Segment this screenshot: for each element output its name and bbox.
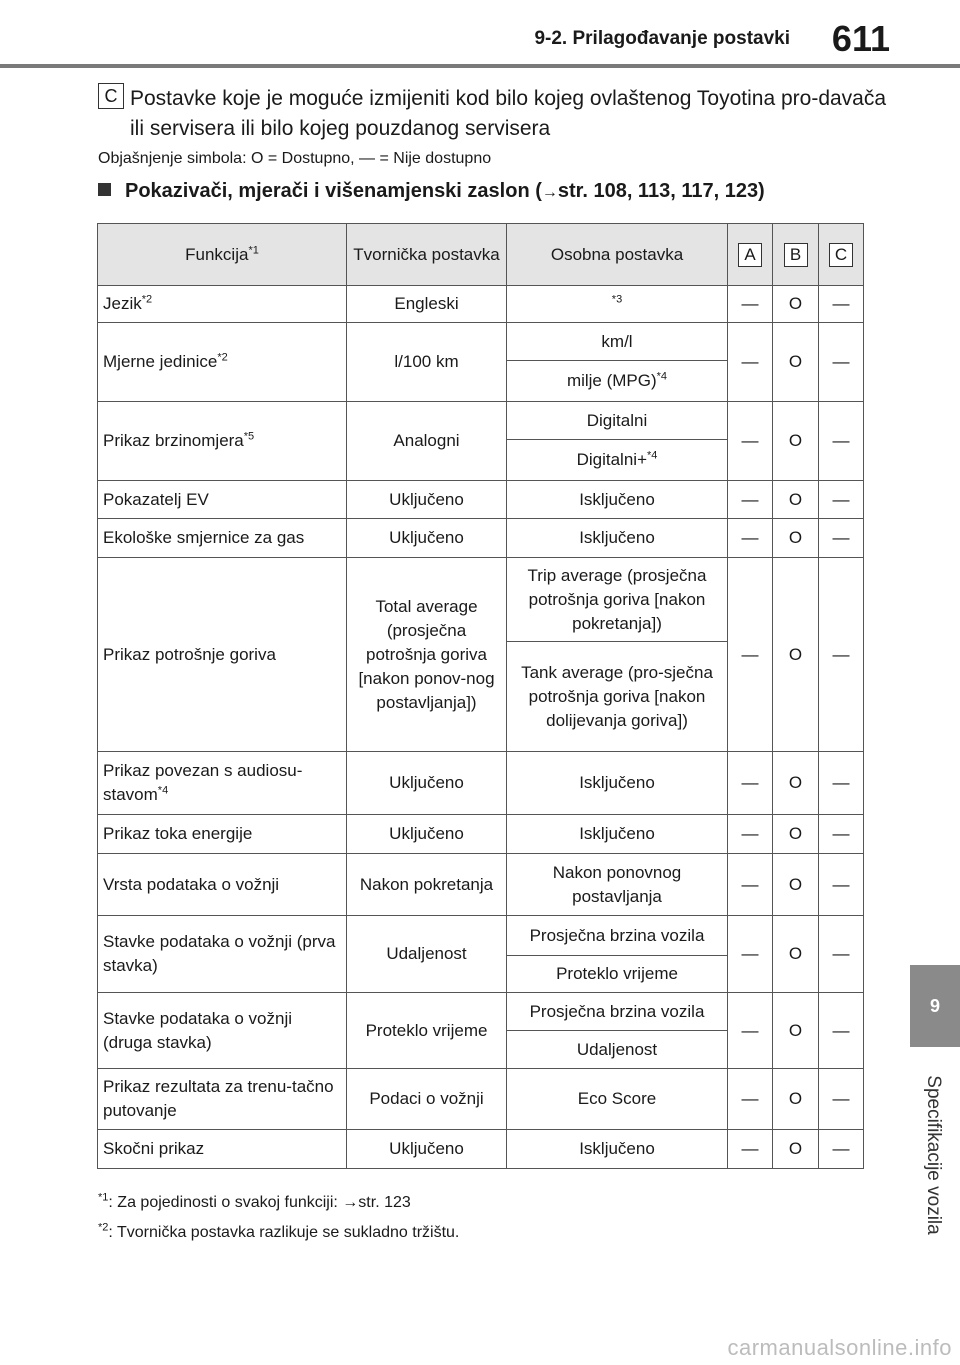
table-row bbox=[98, 752, 864, 815]
cell-function: Vrsta podataka o vožnji bbox=[98, 854, 347, 916]
table-row bbox=[98, 1130, 864, 1169]
symbols-legend: Objašnjenje simbola: O = Dostupno, — = Nije dostupno bbox=[98, 150, 492, 167]
cell-default: Total average (prosječna potrošnja goriva [nakon ponov-nog postavljanja]) bbox=[347, 558, 507, 752]
cell-a: — bbox=[728, 993, 773, 1069]
cell-a: — bbox=[728, 815, 773, 854]
cell-c: — bbox=[819, 519, 864, 558]
col-header-function: Funkcija$^{*1}$ bbox=[98, 224, 347, 286]
table-row bbox=[98, 558, 864, 642]
table-header bbox=[98, 224, 864, 286]
cell-default: Uključeno bbox=[347, 815, 507, 854]
cell-b: O bbox=[773, 1130, 819, 1169]
cell-personal: Isključeno bbox=[507, 1130, 728, 1169]
cell-default: Uključeno bbox=[347, 519, 507, 558]
cell-function: Prikaz toka energije bbox=[98, 815, 347, 854]
cell-function: Skočni prikaz bbox=[98, 1130, 347, 1169]
cell-b: O bbox=[773, 323, 819, 402]
cell-a: — bbox=[728, 323, 773, 402]
footnote-1: $^{*1}$: Za pojedinosti o svakoj funkciji: →str. 123 bbox=[98, 1191, 411, 1211]
cell-c: — bbox=[819, 323, 864, 402]
table-body bbox=[98, 286, 864, 1169]
cell-personal: Tank average (pro-sječna potrošnja goriva [nakon dolijevanja goriva]) bbox=[507, 642, 728, 752]
table-row bbox=[98, 815, 864, 854]
cell-personal: Isključeno bbox=[507, 815, 728, 854]
table-row bbox=[98, 402, 864, 440]
cell-function: Prikaz rezultata za trenu-tačno putovanje bbox=[98, 1069, 347, 1130]
cell-personal: Isključeno bbox=[507, 519, 728, 558]
cell-personal: km/l bbox=[507, 323, 728, 361]
intro-text: Postavke koje je moguće izmijeniti kod bilo kojeg ovlaštenog Toyotina pro-davača ili servisera ili bilo kojeg pouzdanog servisera bbox=[130, 87, 887, 140]
cell-personal: Prosječna brzina vozila bbox=[507, 916, 728, 956]
cell-b: O bbox=[773, 916, 819, 993]
cell-a: — bbox=[728, 1130, 773, 1169]
arrow-icon: → bbox=[342, 1194, 359, 1211]
boxed-letter-c-col: C bbox=[829, 243, 853, 267]
table-row bbox=[98, 286, 864, 323]
cell-c: — bbox=[819, 854, 864, 916]
chapter-label-text: Specifikacije vozila bbox=[922, 1075, 944, 1235]
cell-function: Prikaz potrošnje goriva bbox=[98, 558, 347, 752]
cell-function: Stavke podataka o vožnji (druga stavka) bbox=[98, 993, 347, 1069]
cell-c: — bbox=[819, 286, 864, 323]
cell-b: O bbox=[773, 558, 819, 752]
bullet-square-icon bbox=[98, 183, 111, 196]
cell-function: Pokazatelj EV bbox=[98, 481, 347, 519]
cell-c: — bbox=[819, 916, 864, 993]
cell-default: Uključeno bbox=[347, 752, 507, 815]
table-row bbox=[98, 854, 864, 916]
cell-b: O bbox=[773, 286, 819, 323]
boxed-letter-a: A bbox=[738, 243, 762, 267]
cell-personal: Digitalni bbox=[507, 402, 728, 440]
cell-a: — bbox=[728, 558, 773, 752]
page-number: 611 bbox=[831, 18, 890, 59]
cell-personal: Eco Score bbox=[507, 1069, 728, 1130]
cell-default: l/100 km bbox=[347, 323, 507, 402]
cell-c: — bbox=[819, 481, 864, 519]
cell-personal: Udaljenost bbox=[507, 1031, 728, 1069]
cell-personal: Proteklo vrijeme bbox=[507, 956, 728, 993]
cell-c: — bbox=[819, 1130, 864, 1169]
cell-c: — bbox=[819, 1069, 864, 1130]
settings-table bbox=[97, 223, 864, 1169]
col-header-personal: Osobna postavka bbox=[507, 224, 728, 286]
cell-c: — bbox=[819, 558, 864, 752]
col-header-c bbox=[819, 224, 864, 286]
cell-b: O bbox=[773, 519, 819, 558]
cell-personal: Nakon ponovnog postavljanja bbox=[507, 854, 728, 916]
heading-text: Pokazivači, mjerači i višenamjenski zaslon ( bbox=[125, 180, 542, 202]
cell-b: O bbox=[773, 1069, 819, 1130]
col-header-b bbox=[773, 224, 819, 286]
cell-c: — bbox=[819, 993, 864, 1069]
page-header bbox=[0, 0, 960, 68]
cell-b: O bbox=[773, 815, 819, 854]
cell-a: — bbox=[728, 916, 773, 993]
cell-personal: Trip average (prosječna potrošnja goriva [nakon pokretanja]) bbox=[507, 558, 728, 642]
cell-b: O bbox=[773, 752, 819, 815]
cell-function: Prikaz povezan s audiosu-stavom$^{*4}$ bbox=[98, 752, 347, 815]
cell-personal: Isključeno bbox=[507, 481, 728, 519]
cell-personal: milje (MPG)$^{*4}$ bbox=[507, 361, 728, 402]
cell-default: Uključeno bbox=[347, 1130, 507, 1169]
cell-c: — bbox=[819, 402, 864, 481]
cell-personal: Prosječna brzina vozila bbox=[507, 993, 728, 1031]
cell-personal: Isključeno bbox=[507, 752, 728, 815]
header-rule bbox=[0, 64, 960, 68]
cell-default: Analogni bbox=[347, 402, 507, 481]
table-row bbox=[98, 916, 864, 956]
table-row bbox=[98, 481, 864, 519]
cell-function: Stavke podataka o vožnji (prva stavka) bbox=[98, 916, 347, 993]
cell-b: O bbox=[773, 481, 819, 519]
cell-default: Engleski bbox=[347, 286, 507, 323]
col-header-a bbox=[728, 224, 773, 286]
cell-default: Proteklo vrijeme bbox=[347, 993, 507, 1069]
boxed-letter-b: B bbox=[784, 243, 808, 267]
arrow-icon: → bbox=[541, 184, 558, 201]
chapter-label bbox=[905, 1060, 960, 1250]
cell-function: Ekološke smjernice za gas bbox=[98, 519, 347, 558]
cell-default: Uključeno bbox=[347, 481, 507, 519]
boxed-letter-c: C bbox=[98, 83, 124, 109]
cell-a: — bbox=[728, 519, 773, 558]
cell-a: — bbox=[728, 481, 773, 519]
table-row bbox=[98, 519, 864, 558]
cell-a: — bbox=[728, 1069, 773, 1130]
cell-a: — bbox=[728, 854, 773, 916]
cell-default: Nakon pokretanja bbox=[347, 854, 507, 916]
watermark: carmanualsonline.info bbox=[727, 1335, 952, 1360]
cell-default: Udaljenost bbox=[347, 916, 507, 993]
cell-personal: *3 bbox=[507, 286, 728, 323]
table-row bbox=[98, 1069, 864, 1130]
col-header-default: Tvornička postavka bbox=[347, 224, 507, 286]
cell-a: — bbox=[728, 752, 773, 815]
section-heading bbox=[98, 180, 858, 203]
cell-personal: Digitalni+$^{*4}$ bbox=[507, 440, 728, 481]
table-row bbox=[98, 993, 864, 1031]
cell-function: Prikaz brzinomjera$^{*5}$ bbox=[98, 402, 347, 481]
footnotes bbox=[98, 1188, 459, 1248]
cell-b: O bbox=[773, 854, 819, 916]
cell-default: Podaci o vožnji bbox=[347, 1069, 507, 1130]
cell-a: — bbox=[728, 402, 773, 481]
cell-a: — bbox=[728, 286, 773, 323]
cell-c: — bbox=[819, 752, 864, 815]
heading-ref: str. 108, 113, 117, 123) bbox=[557, 180, 765, 202]
footnote-2: $^{*2}$: Tvornička postavka razlikuje se sukladno tržištu. bbox=[98, 1221, 460, 1241]
chapter-tab: 9 bbox=[910, 965, 960, 1047]
table-row bbox=[98, 323, 864, 361]
cell-b: O bbox=[773, 993, 819, 1069]
cell-function: Jezik$^{*2}$ bbox=[98, 286, 347, 323]
cell-function: Mjerne jedinice$^{*2}$ bbox=[98, 323, 347, 402]
cell-c: — bbox=[819, 815, 864, 854]
section-title: 9-2. Prilagođavanje postavki bbox=[534, 28, 790, 49]
cell-b: O bbox=[773, 402, 819, 481]
